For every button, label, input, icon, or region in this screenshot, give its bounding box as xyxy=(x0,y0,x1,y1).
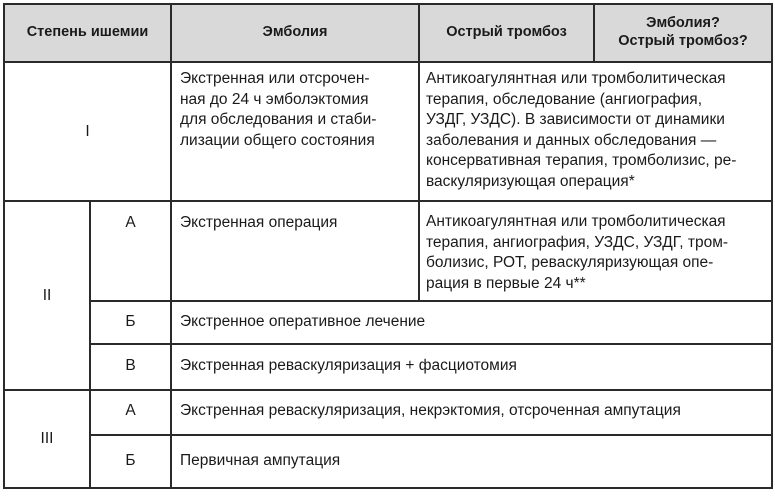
degree-3-label: III xyxy=(40,430,54,447)
degree-2b-text: Экстренное оперативное лечение xyxy=(180,313,426,330)
degree-column-divider xyxy=(170,3,172,489)
row-3a-bottom-border xyxy=(89,434,773,436)
row-1-bottom-border xyxy=(3,200,773,202)
degree-3b-text: Первичная ампутация xyxy=(180,452,341,469)
degree-1-thrombosis-text: Антикоагулянтная или тромболитическая терапия, обследование (ангиография, УЗДГ, УЗДС). В зависимости от динамики заболевания и данных обследования — консервативная терапия, тромболизис, ре- васкуляризующая операция* xyxy=(426,70,737,190)
bottom-border xyxy=(3,487,773,489)
degree-3b-sublabel: Б xyxy=(125,452,136,469)
right-border xyxy=(771,3,773,489)
header-uncertain-line-1: Эмболия? xyxy=(646,15,720,31)
degree-2b-sublabel: Б xyxy=(125,313,136,330)
degree-1-label: I xyxy=(85,123,90,140)
embolism-thrombosis-divider-row-2a xyxy=(418,200,420,302)
row-2a-bottom-border xyxy=(89,300,773,302)
degree-2-label: II xyxy=(42,287,52,304)
row-2b-bottom-border xyxy=(89,343,773,345)
degree-1-embolism-text: Экстренная или отсрочен- ная до 24 ч эмболэктомия для обследования и стаби- лизации общего состояния xyxy=(180,70,377,149)
header-uncertain-line-2: Острый тромбоз? xyxy=(618,33,748,49)
degree-2a-sublabel: А xyxy=(125,214,136,231)
left-border xyxy=(3,3,5,489)
header-thrombosis: Острый тромбоз xyxy=(446,24,567,40)
degree-2v-text: Экстренная реваскуляризация + фасциотомия xyxy=(180,357,517,374)
degree-2a-thrombosis-text: Антикоагулянтная или тромболитическая терапия, ангиография, УЗДС, УЗДГ, тром- болизис, РОТ, реваскуляризующая опе- рация в первые 24 ч** xyxy=(426,213,729,292)
degree-3a-sublabel: А xyxy=(125,402,136,419)
header-embolism: Эмболия xyxy=(262,24,328,40)
header-uncertain xyxy=(595,14,771,50)
degree-2a-embolism-text: Экстренная операция xyxy=(180,214,338,231)
top-border xyxy=(3,3,773,5)
degree-3a-text: Экстренная реваскуляризация, некрэктомия, отсроченная ампутация xyxy=(180,402,681,419)
row-2-bottom-border xyxy=(3,389,773,391)
degree-2v-sublabel: В xyxy=(125,357,136,374)
header-degree: Степень ишемии xyxy=(26,24,149,40)
header-bottom-border xyxy=(3,61,773,63)
embolism-thrombosis-divider-row-1 xyxy=(418,61,420,202)
